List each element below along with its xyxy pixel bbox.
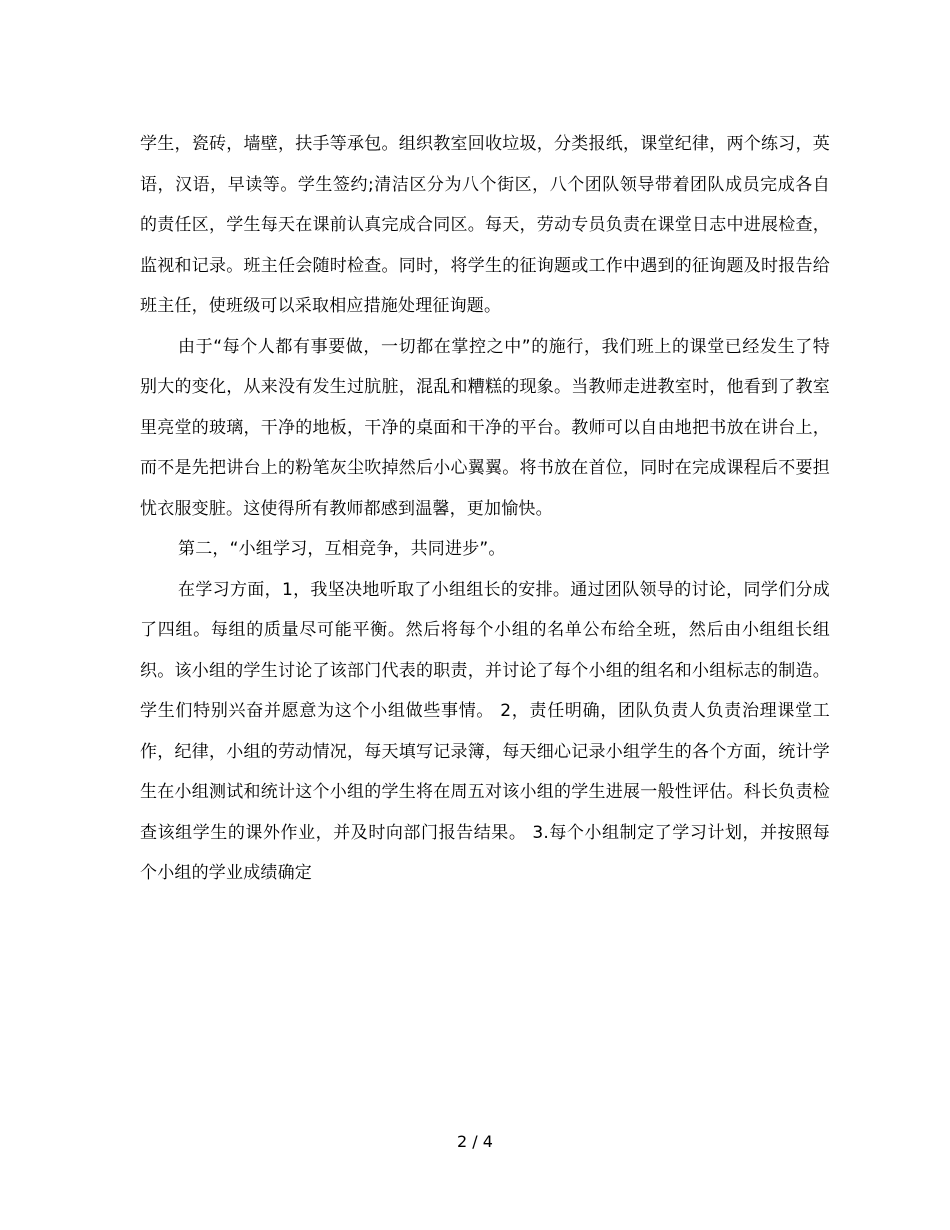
paragraph-2: 由于“每个人都有事要做，一切都在掌控之中”的施行，我们班上的课堂已经发生了特别大的变化，从来没有发生过肮脏，混乱和糟糕的现象。当教师走进教室时，他看到了教室里亮堂的玻璃，干净的地板，干净的桌面和干净的平台。教师可以自由地把书放在讲台上，而不是先把讲台上的粉笔灰尘吹掉然后小心翼翼。将书放在首位，同时在完成课程后不要担忧衣服变脏。这使得所有教师都感到温馨，更加愉快。 — [140, 336, 830, 519]
paragraph-3: 第二，“小组学习，互相竞争，共同进步”。 — [178, 539, 506, 559]
paragraph-1: 学生，瓷砖，墙壁，扶手等承包。组织教室回收垃圾，分类报纸，课堂纪律，两个练习，英语，汉语，早读等。学生签约;清洁区分为八个街区，八个团队领导带着团队成员完成各自的责任区，学生每天在课前认真完成合同区。每天，劳动专员负责在课堂日志中进展检查，监视和记录。班主任会随时检查。同时，将学生的征询题或工作中遇到的征询题及时报告给班主任，使班级可以采取相应措施处理征询题。 — [140, 134, 830, 316]
paragraph-4: 在学习方面，1，我坚决地听取了小组组长的安排。通过团队领导的讨论，同学们分成了四组。每组的质量尽可能平衡。然后将每个小组的名单公布给全班，然后由小组组长组织。该小组的学生讨论了该部门代表的职责，并讨论了每个小组的组名和小组标志的制造。学生们特别兴奋并愿意为这个小组做些事情。 2，责任明确，团队负责人负责治理课堂工作，纪律，小组的劳动情况，每天填写记录簿，每天细心记录小组学生的各个方面，统计学生在小组测试和统计这个小组的学生将在周五对该小组的学生进展一般性评估。科长负责检查该组学生的课外作业，并及时向部门报告结果。 3.每个小组制定了学习计划，并按照每个小组的学业成绩确定 — [140, 579, 830, 883]
document-body — [140, 124, 830, 894]
page-number: 2 / 4 — [457, 1132, 493, 1151]
